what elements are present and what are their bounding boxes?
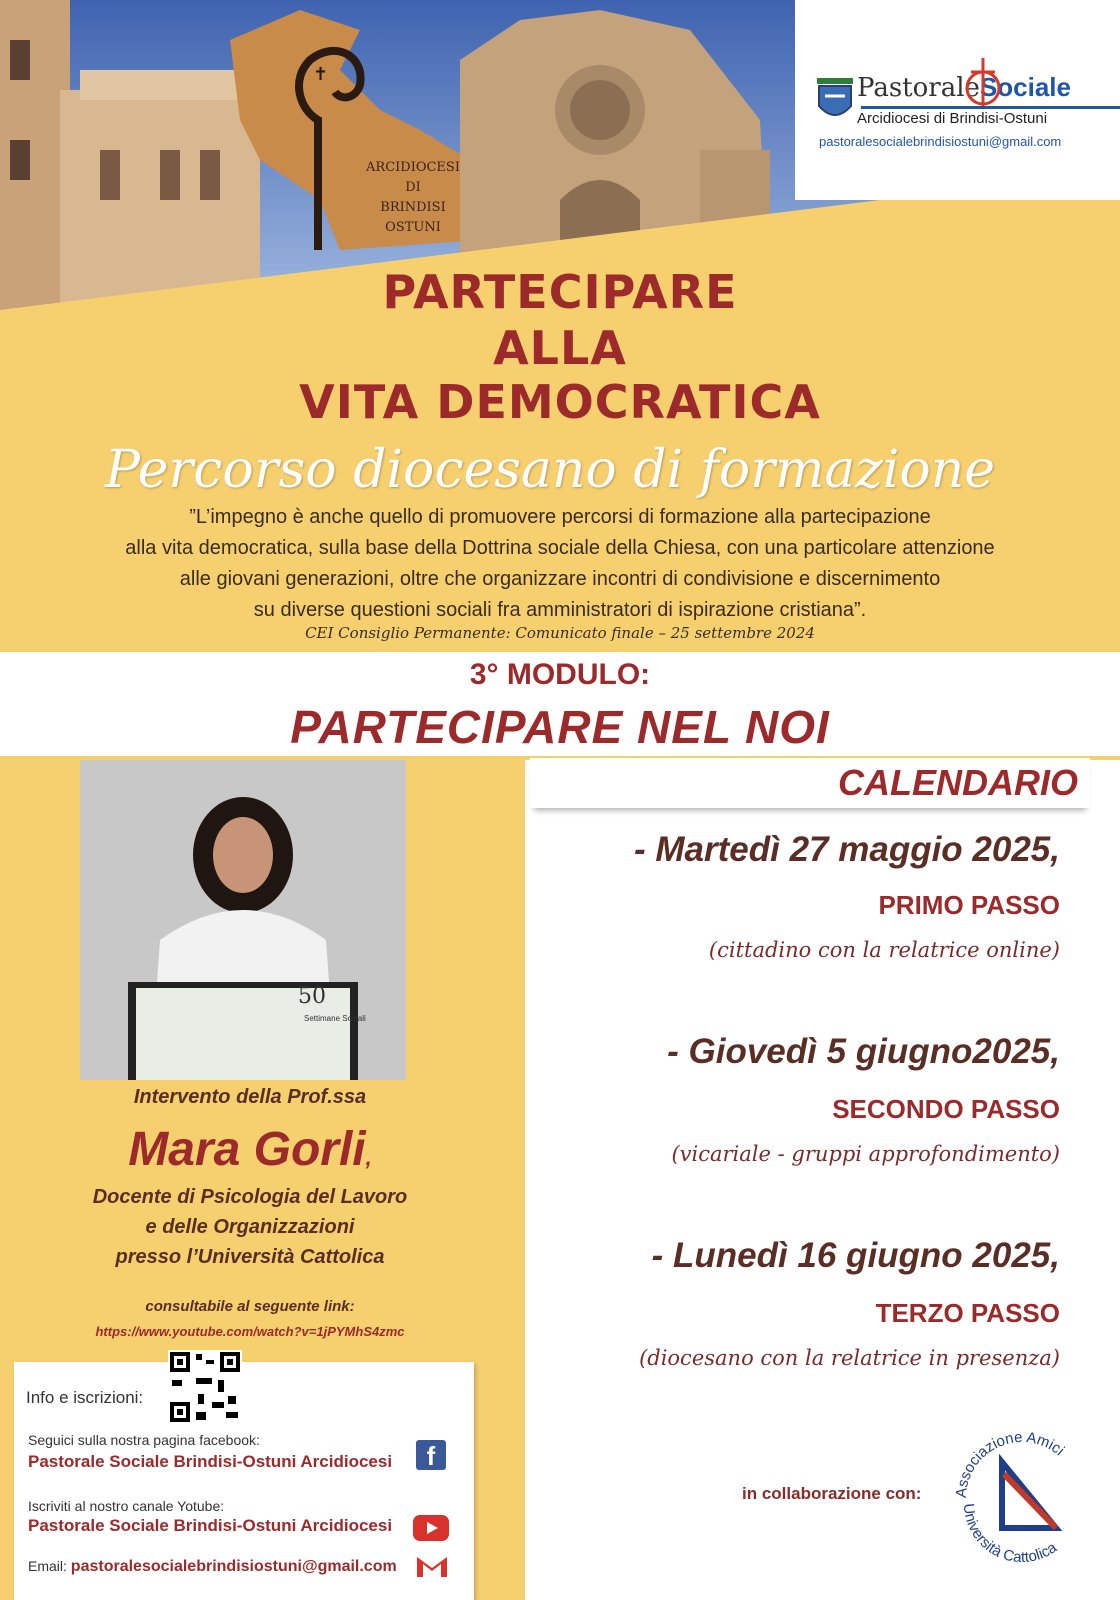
collaboration-label: in collaborazione con: — [742, 1484, 922, 1503]
logo-email: pastoralesocialebrindisiostuni@gmail.com — [819, 134, 1062, 149]
diocese-map-label: ARCIDIOCESI DI BRINDISI OSTUNI — [366, 160, 460, 235]
email-row — [28, 1558, 397, 1576]
logo-subtitle: Arcidiocesi di Brindisi-Ostuni — [857, 110, 1048, 127]
podium-number: 50 — [298, 984, 326, 1009]
email-link[interactable]: pastoralesocialebrindisiostuni@gmail.com — [70, 1558, 397, 1575]
partner-logo — [952, 1424, 1092, 1564]
youtube-icon[interactable] — [413, 1515, 449, 1541]
logo-title: PastoraleSociale — [857, 72, 1071, 103]
event-step: SECONDO PASSO — [832, 1094, 1060, 1124]
gmail-icon[interactable] — [415, 1553, 449, 1579]
facebook-link[interactable]: Pastorale Sociale Brindisi-Ostuni Arcidiocesi — [28, 1452, 393, 1471]
event-note: (vicariale - gruppi approfondimento) — [671, 1142, 1060, 1166]
main-title-line3: VITA DEMOCRATICA — [299, 375, 821, 429]
calendar-title: CALENDARIO — [838, 762, 1078, 803]
svg-text:Università Cattolica: Università Cattolica — [959, 1502, 1060, 1564]
speaker-photo — [80, 760, 406, 1080]
link-label: consultabile al seguente link: — [145, 1298, 355, 1315]
qr-code-icon[interactable] — [168, 1350, 242, 1424]
youtube-link[interactable]: https://www.youtube.com/watch?v=1jPYMhS4zmc — [95, 1324, 405, 1339]
module-title: PARTECIPARE NEL NOI — [290, 701, 830, 753]
email-label: Email: — [28, 1558, 67, 1574]
quote-citation: CEI Consiglio Permanente: Comunicato finale – 25 settembre 2024 — [305, 624, 815, 642]
podium-label: Settimane Sociali — [304, 1014, 366, 1023]
partner-logo-text — [952, 1424, 1092, 1564]
main-title-line2: ALLA — [493, 321, 627, 375]
quote-line: su diverse questioni sociali fra amministratori di ispirazione cristiana”. — [253, 599, 867, 621]
subtitle: Percorso diocesano di formazione — [105, 440, 995, 500]
event-note: (diocesano con la relatrice in presenza) — [639, 1346, 1060, 1370]
svg-text:Associazione Amici: Associazione Amici — [952, 1428, 1068, 1499]
coat-of-arms-icon — [815, 78, 855, 128]
quote-block — [40, 502, 1080, 626]
module-number: 3° MODULO: — [469, 658, 651, 691]
logo-area — [795, 0, 1120, 200]
speaker-role: Docente di Psicologia del Lavoro e delle Organizzazioni presso l’Università Cattolica — [92, 1186, 408, 1268]
facebook-prompt: Seguici sulla nostra pagina facebook: — [28, 1432, 260, 1448]
youtube-prompt: Iscriviti al nostro canale Yotube: — [28, 1498, 225, 1514]
speaker-name: Mara Gorli, — [128, 1123, 372, 1176]
quote-line: alla vita democratica, sulla base della Dottrina sociale della Chiesa, con una particolare attenzione — [125, 537, 995, 559]
event-date: - Martedì 27 maggio 2025, — [634, 830, 1060, 869]
info-label: Info e iscrizioni: — [26, 1388, 144, 1407]
event-date: - Giovedì 5 giugno2025, — [667, 1032, 1060, 1071]
quote-line: ”L’impegno è anche quello di promuovere percorsi di formazione alla partecipazione — [189, 506, 931, 528]
facebook-icon[interactable]: f — [416, 1440, 446, 1470]
main-title-line1: PARTECIPARE — [382, 265, 738, 319]
svg-text:✝: ✝ — [313, 64, 329, 85]
event-step: TERZO PASSO — [875, 1298, 1060, 1328]
cross-globe-icon — [963, 56, 1003, 112]
youtube-channel-link[interactable]: Pastorale Sociale Brindisi-Ostuni Arcidiocesi — [28, 1516, 393, 1535]
event-note: (cittadino con la relatrice online) — [708, 938, 1060, 962]
quote-line: alle giovani generazioni, oltre che organizzare incontri di condivisione e discernimento — [179, 568, 941, 590]
event-date: - Lunedì 16 giugno 2025, — [651, 1236, 1060, 1275]
speaker-intro: Intervento della Prof.ssa — [133, 1086, 367, 1108]
event-step: PRIMO PASSO — [878, 890, 1060, 920]
logo-underline — [861, 106, 1120, 109]
